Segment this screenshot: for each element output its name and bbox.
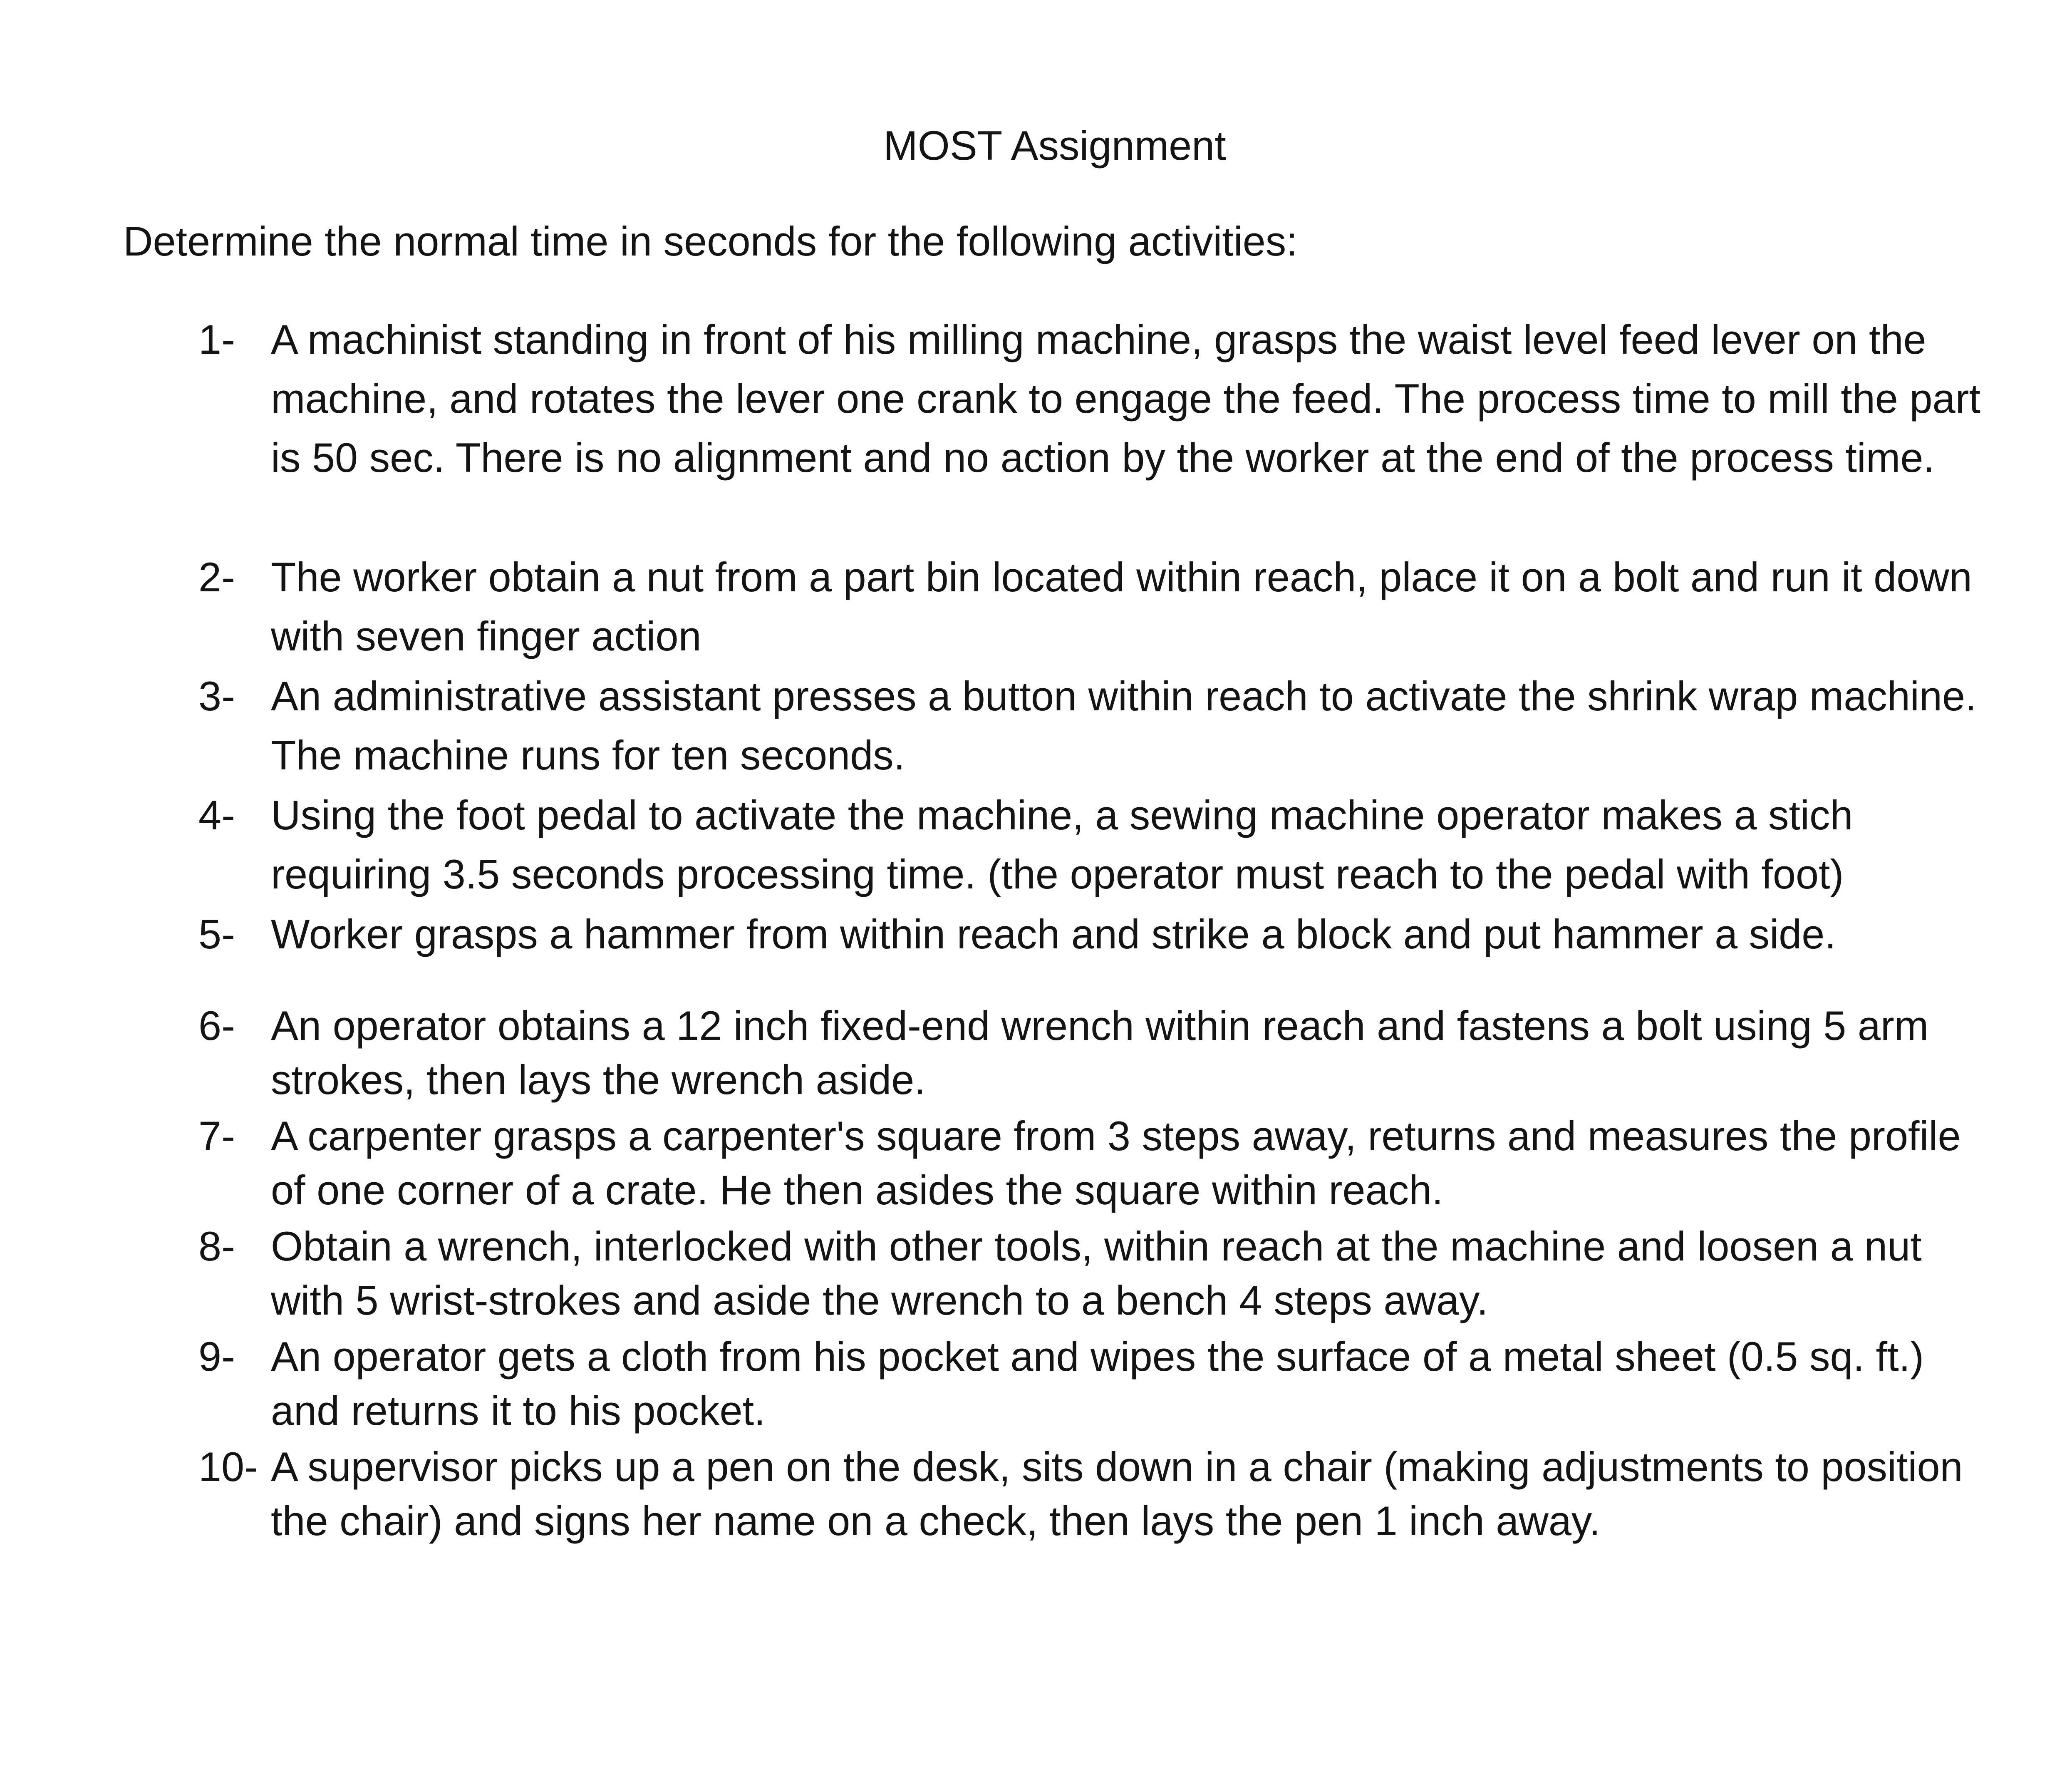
item-text: A machinist standing in front of his milling machine, grasps the waist level feed lever on the machine, and rotates the lever one crank to engage the feed. The process time to mill the part is 50 sec. There is no alignment and no action by the worker at the end of the process time. bbox=[271, 316, 1981, 481]
item-number: 6- bbox=[198, 1002, 235, 1049]
item-text: An operator obtains a 12 inch fixed-end wrench within reach and fastens a bolt using 5 arm strokes, then lays the wrench aside. bbox=[271, 1002, 1929, 1103]
item-number: 4- bbox=[198, 792, 235, 838]
item-text: A supervisor picks up a pen on the desk, sits down in a chair (making adjustments to position the chair) and signs her name on a check, then lays the pen 1 inch away. bbox=[271, 1444, 1963, 1544]
item-number: 2- bbox=[198, 554, 235, 600]
item-text: Using the foot pedal to activate the machine, a sewing machine operator makes a stich requiring 3.5 seconds processing time. (the operator must reach to the pedal with foot) bbox=[271, 792, 1853, 897]
item-text: A carpenter grasps a carpenter's square from 3 steps away, returns and measures the profile of one corner of a crate. He then asides the square within reach. bbox=[271, 1113, 1961, 1213]
item-number: 7- bbox=[198, 1113, 235, 1159]
item-number: 3- bbox=[198, 673, 235, 719]
item-number: 8- bbox=[198, 1223, 235, 1269]
item-number: 1- bbox=[198, 316, 235, 362]
item-text: An administrative assistant presses a button within reach to activate the shrink wrap machine. The machine runs for ten seconds. bbox=[271, 673, 1977, 778]
item-number: 5- bbox=[198, 911, 235, 957]
document-title: MOST Assignment bbox=[883, 122, 1226, 169]
item-text: An operator gets a cloth from his pocket and wipes the surface of a metal sheet (0.5 sq. ft.) and returns it to his pocket. bbox=[271, 1333, 1924, 1434]
item-text: The worker obtain a nut from a part bin located within reach, place it on a bolt and run it down with seven finger action bbox=[271, 554, 1972, 659]
instructions-text: Determine the normal time in seconds for the following activities: bbox=[123, 218, 1298, 264]
item-text: Worker grasps a hammer from within reach and strike a block and put hammer a side. bbox=[271, 911, 1836, 957]
item-number: 9- bbox=[198, 1333, 235, 1380]
item-text: Obtain a wrench, interlocked with other tools, within reach at the machine and loosen a nut with 5 wrist-strokes and aside the wrench to a bench 4 steps away. bbox=[271, 1223, 1922, 1323]
item-number: 10- bbox=[198, 1444, 258, 1490]
